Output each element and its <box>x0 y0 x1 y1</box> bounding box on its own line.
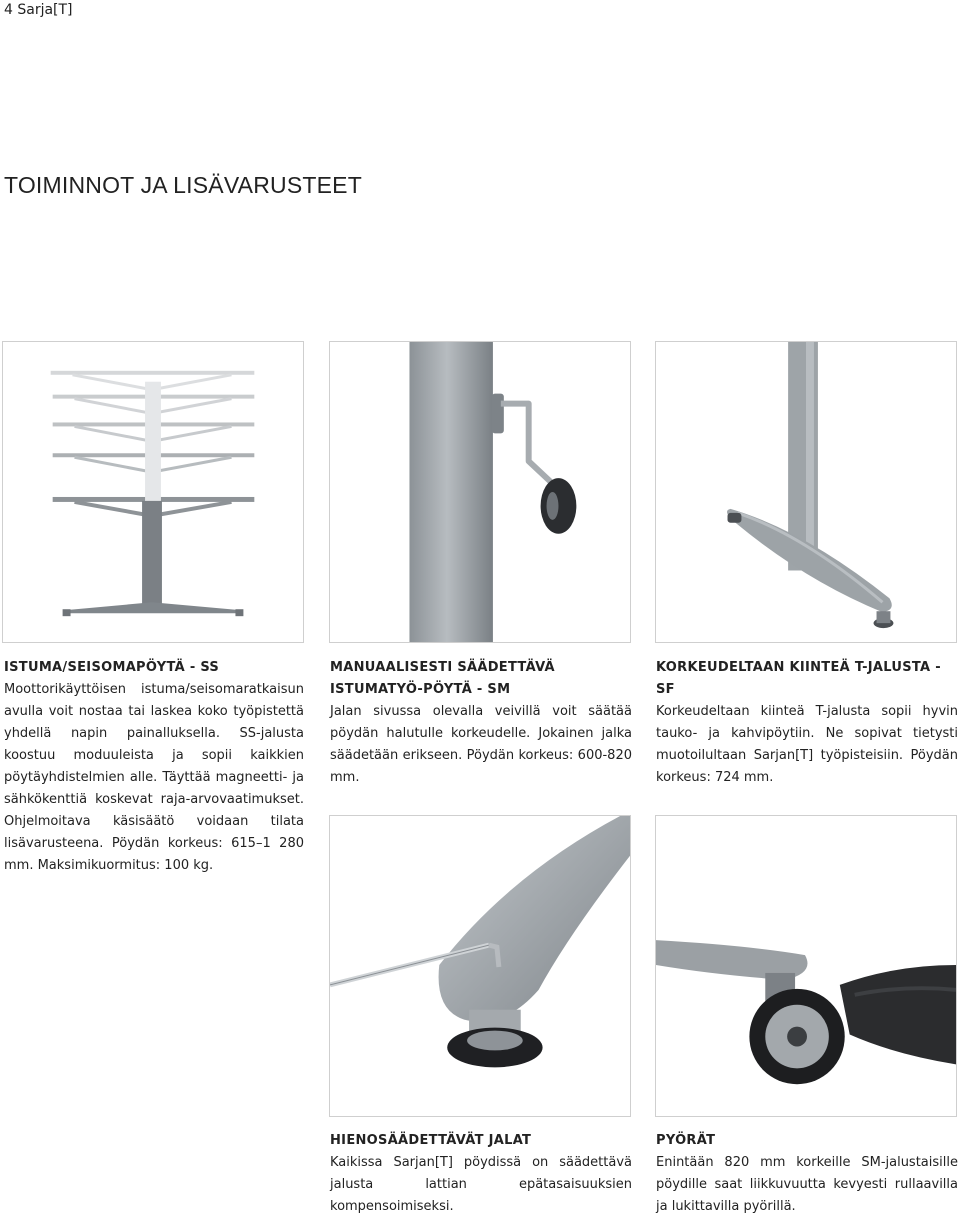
section-heading: HIENOSÄÄDETTÄVÄT JALAT <box>330 1133 532 1148</box>
section-adjustable-feet <box>330 1130 632 1218</box>
section-manual-adjust <box>330 657 632 789</box>
adjustable-foot-image <box>329 815 631 1117</box>
sit-stand-desk-image <box>2 341 304 643</box>
section-heading: ISTUMA/SEISOMAPÖYTÄ - SS <box>4 660 220 675</box>
section-sit-stand <box>4 657 304 877</box>
section-body: Enintään 820 mm korkeille SM-jalustaisille pöydille saat liikkuvuutta kevyesti rullaavilla ja lukittavilla pyörillä. <box>656 1155 958 1214</box>
section-heading: MANUAALISESTI SÄÄDETTÄVÄ ISTUMATYÖ-PÖYTÄ - SM <box>330 660 555 697</box>
section-heading: KORKEUDELTAAN KIINTEÄ T-JALUSTA - SF <box>656 660 941 697</box>
crank-handle-image <box>329 341 631 643</box>
section-body: Moottorikäyttöisen istuma/seisomaratkaisun avulla voit nostaa tai laskea koko työpistettä yhdellä napin painalluksella. SS-jalusta koostuu moduuleista ja sopii kaikkien pöytäyhdistelmien alle. Täyttää magneetti- ja sähkökenttiä koskevat raja-arvovaatimukset. Ohjelmoitava käsisäätö voidaan tilata lisävarusteena. Pöydän korkeus: 615–1 280 mm. Maksimikuormitus: 100 kg. <box>4 682 304 873</box>
section-body: Jalan sivussa olevalla veivillä voit säätää pöydän halutulle korkeudelle. Jokainen jalka säädetään erikseen. Pöydän korkeus: 600-820 mm. <box>330 704 632 785</box>
t-leg-image <box>655 341 957 643</box>
wheels-image <box>655 815 957 1117</box>
page-header: 4 Sarja[T] <box>4 2 73 18</box>
section-body: Korkeudeltaan kiinteä T-jalusta sopii hyvin tauko- ja kahvipöytiin. Ne sopivat tietysti muotoilultaan Sarjan[T] työpisteisiin. Pöydän korkeus: 724 mm. <box>656 704 958 785</box>
section-heading: PYÖRÄT <box>656 1133 716 1148</box>
section-body: Kaikissa Sarjan[T] pöydissä on säädettävä jalusta lattian epätasaisuuksien kompensoimiseksi. <box>330 1155 632 1214</box>
section-wheels <box>656 1130 958 1218</box>
page-title: TOIMINNOT JA LISÄVARUSTEET <box>4 172 362 198</box>
section-fixed-t-leg <box>656 657 958 789</box>
